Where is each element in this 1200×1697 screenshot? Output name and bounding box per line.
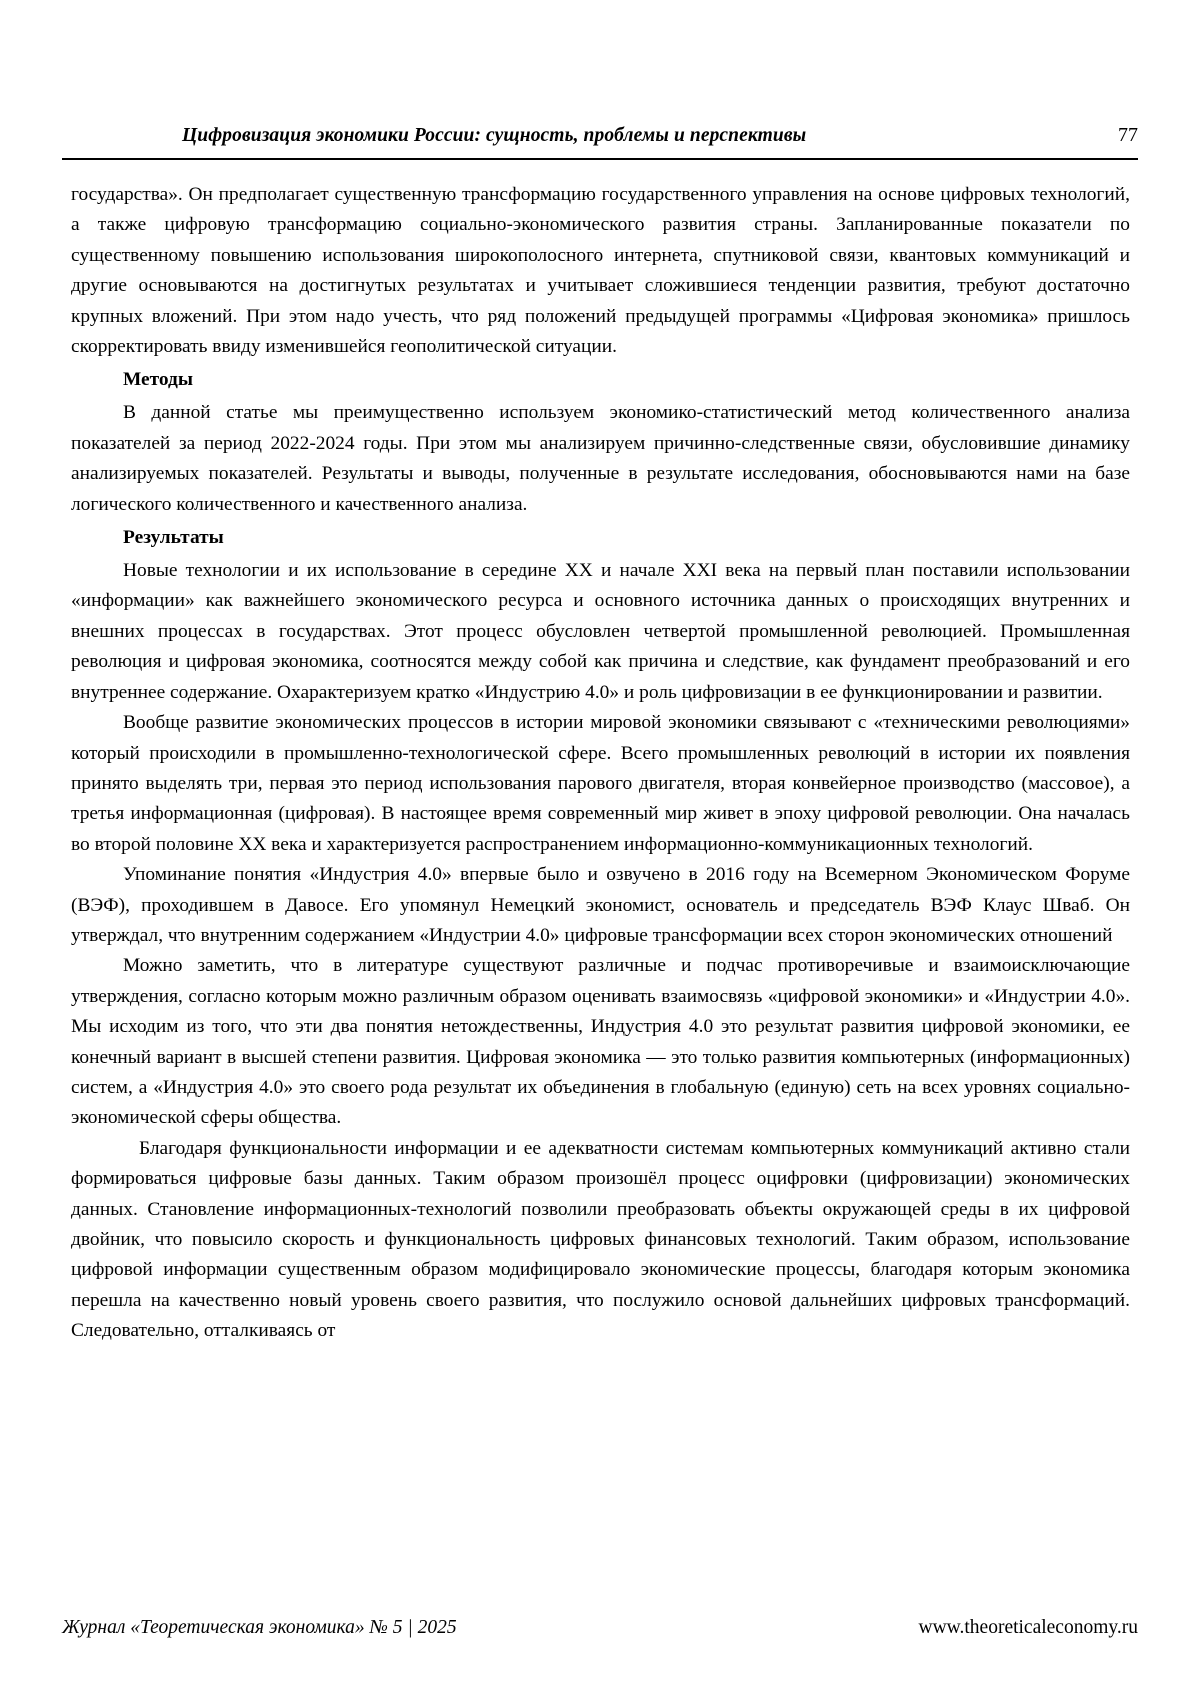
paragraph: Вообще развитие экономических процессов в истории мировой экономики связывают с «техническими революциями» который происходили в промышленно-технологической сфере. Всего промышленных революций в истории их появления принято выделять три, первая это период использования парового двигателя, вторая конвейерное производство (массовое), а третья информационная (цифровая). В настоящее время современный мир живет в эпоху цифровой революции. Она началась во второй половине XX века и характеризуется распространением информационно-коммуникационных технологий. xyxy=(71,712,1130,855)
running-head-title: Цифровизация экономики России: сущность, проблемы и перспективы xyxy=(182,125,807,146)
paragraph: Новые технологии и их использование в середине XX и начале XXI века на первый план поставили использовании «информации» как важнейшего экономического ресурса и основного источника данных о происходящих внутренних и внешних процессах в государствах. Этот процесс обусловлен четвертой промышленной революцией. Промышленная революция и цифровая экономика, соотносятся между собой как причина и следствие, как фундамент преобразований и его внутреннее содержание. Охарактеризуем кратко «Индустрию 4.0» и роль цифровизации в ее функционировании и развитии. xyxy=(71,560,1130,703)
paragraph: государства». Он предполагает существенную трансформацию государственного управления на основе цифровых технологий, а также цифровую трансформацию социально-экономического развития страны. Запланированные показатели по существенному повышению использования широкополосного интернета, спутниковой связи, квантовых коммуникаций и другие основываются на достигнутых результатах и учитывает сложившиеся тенденции развития, требуют достаточно крупных вложений. При этом надо учесть, что ряд положений предыдущей программы «Цифровая экономика» пришлось скорректировать ввиду изменившейся геополитической ситуации. xyxy=(71,184,1130,358)
paragraph: В данной статье мы преимущественно используем экономико-статистический метод количественного анализа показателей за период 2022-2024 годы. При этом мы анализируем причинно-следственные связи, обусловившие динамику анализируемых показателей. Результаты и выводы, полученные в результате исследования, обосновываются нами на базе логического количественного и качественного анализа. xyxy=(71,402,1130,515)
article-body xyxy=(71,180,1130,1347)
footer-website: www.theoreticaleconomy.ru xyxy=(918,1617,1138,1638)
paragraph: Можно заметить, что в литературе существуют различные и подчас противоречивые и взаимоисключающие утверждения, согласно которым можно различным образом оценивать взаимосвязь «цифровой экономики» и «Индустрии 4.0». Мы исходим из того, что эти два понятия нетождественны, Индустрия 4.0 это результат развития цифровой экономики, ее конечный вариант в высшей степени развития. Цифровая экономика — это только развития компьютерных (информационных) систем, а «Индустрия 4.0» это своего рода результат их объединения в глобальную (единую) сеть на всех уровнях социально-экономической сферы общества. xyxy=(71,955,1130,1129)
paragraph: Упоминание понятия «Индустрия 4.0» впервые было и озвучено в 2016 году на Всемерном Экономическом Форуме (ВЭФ), проходившем в Давосе. Его упомянул Немецкий экономист, основатель и председатель ВЭФ Клаус Шваб. Он утверждал, что внутренним содержанием «Индустрии 4.0» цифровые трансформации всех сторон экономических отношений xyxy=(71,864,1130,946)
section-heading-results: Результаты xyxy=(123,527,224,549)
section-heading-methods: Методы xyxy=(123,369,194,391)
paragraph: Благодаря функциональности информации и ее адекватности системам компьютерных коммуникаций активно стали формироваться цифровые базы данных. Таким образом произошёл процесс оцифровки (цифровизации) экономических данных. Становление информационных-технологий позволили преобразовать объекты окружающей среды в их цифровой двойник, что повысило скорость и функциональность цифровых финансовых технологий. Таким образом, использование цифровой информации существенным образом модифицировало экономические процессы, благодаря которым экономика перешла на качественно новый уровень своего развития, что послужило основой дальнейших цифровых трансформаций. Следовательно, отталкиваясь от xyxy=(71,1137,1130,1342)
running-head xyxy=(62,124,1138,147)
footer-journal: Журнал «Теоретическая экономика» № 5 | 2025 xyxy=(62,1617,457,1638)
header-divider xyxy=(62,158,1138,160)
page-footer xyxy=(62,1617,1138,1639)
page-number: 77 xyxy=(1118,124,1138,146)
